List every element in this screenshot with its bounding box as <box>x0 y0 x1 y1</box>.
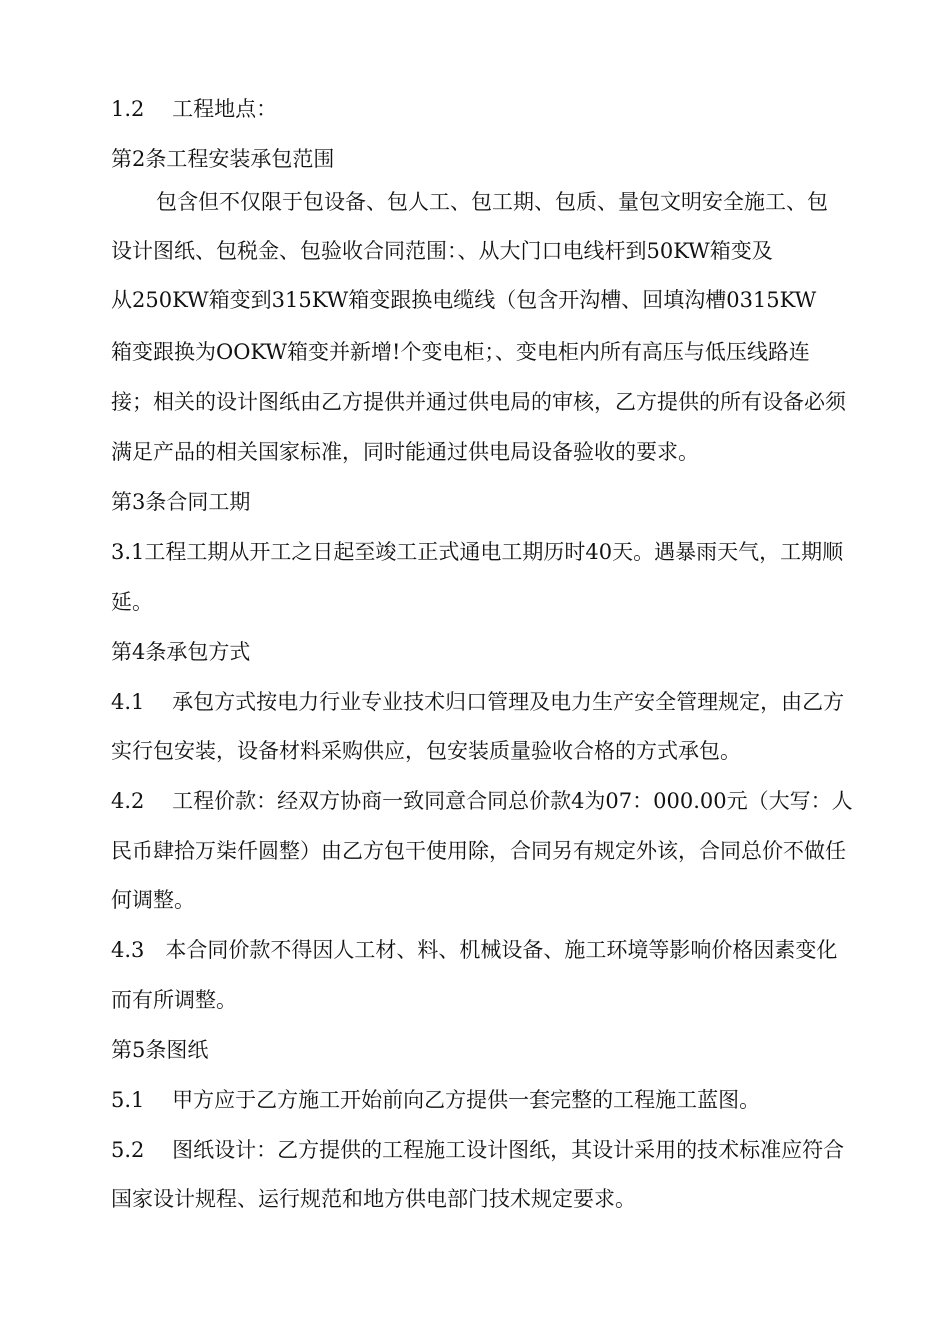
paragraph-line: 实行包安装，设备材料采购供应，包安装质量验收合格的方式承包。 <box>111 739 741 763</box>
article-4-heading: 第4条承包方式 <box>111 640 251 664</box>
clause-3-1: 3.1工程工期从开工之日起至竣工正式通电工期历时40天。遇暴雨天气，工期顺 <box>111 540 844 564</box>
clause-4-3: 4.3 本合同价款不得因人工材、料、机械设备、施工环境等影响价格因素变化 <box>111 938 838 962</box>
clause-4-1: 4.1 承包方式按电力行业专业技术归口管理及电力生产安全管理规定，由乙方 <box>111 690 845 714</box>
clause-1-2-location: 1.2 工程地点： <box>111 97 278 121</box>
paragraph-line: 满足产品的相关国家标准，同时能通过供电局设备验收的要求。 <box>111 440 699 464</box>
clause-5-2: 5.2 图纸设计：乙方提供的工程施工设计图纸，其设计采用的技术标准应符合 <box>111 1138 845 1162</box>
paragraph-line: 而有所调整。 <box>111 988 237 1012</box>
paragraph-line: 设计图纸、包税金、包验收合同范围：、从大门口电线杆到50KW箱变及 <box>111 239 773 263</box>
clause-5-1: 5.1 甲方应于乙方施工开始前向乙方提供一套完整的工程施工蓝图。 <box>111 1088 761 1112</box>
paragraph-line: 包含但不仅限于包设备、包人工、包工期、包质、量包文明安全施工、包 <box>156 190 828 214</box>
article-3-heading: 第3条合同工期 <box>111 490 251 514</box>
paragraph-line: 从250KW箱变到315KW箱变跟换电缆线（包含开沟槽、回填沟槽0315KW <box>111 288 817 312</box>
paragraph-line: 接；相关的设计图纸由乙方提供并通过供电局的审核，乙方提供的所有设备必须 <box>111 390 846 414</box>
paragraph-line: 延。 <box>111 590 153 614</box>
clause-4-2: 4.2 工程价款：经双方协商一致同意合同总价款4为07：000.00元（大写：人 <box>111 789 853 813</box>
article-5-heading: 第5条图纸 <box>111 1038 209 1062</box>
paragraph-line: 民币肆拾万柒仟圆整）由乙方包干使用除，合同另有规定外该，合同总价不做任 <box>111 839 846 863</box>
paragraph-line: 国家设计规程、运行规范和地方供电部门技术规定要求。 <box>111 1187 636 1211</box>
paragraph-line: 箱变跟换为OOKW箱变并新增!个变电柜；、变电柜内所有高压与低压线路连 <box>111 340 810 364</box>
paragraph-line: 何调整。 <box>111 888 195 912</box>
article-2-heading: 第2条工程安装承包范围 <box>111 147 335 171</box>
